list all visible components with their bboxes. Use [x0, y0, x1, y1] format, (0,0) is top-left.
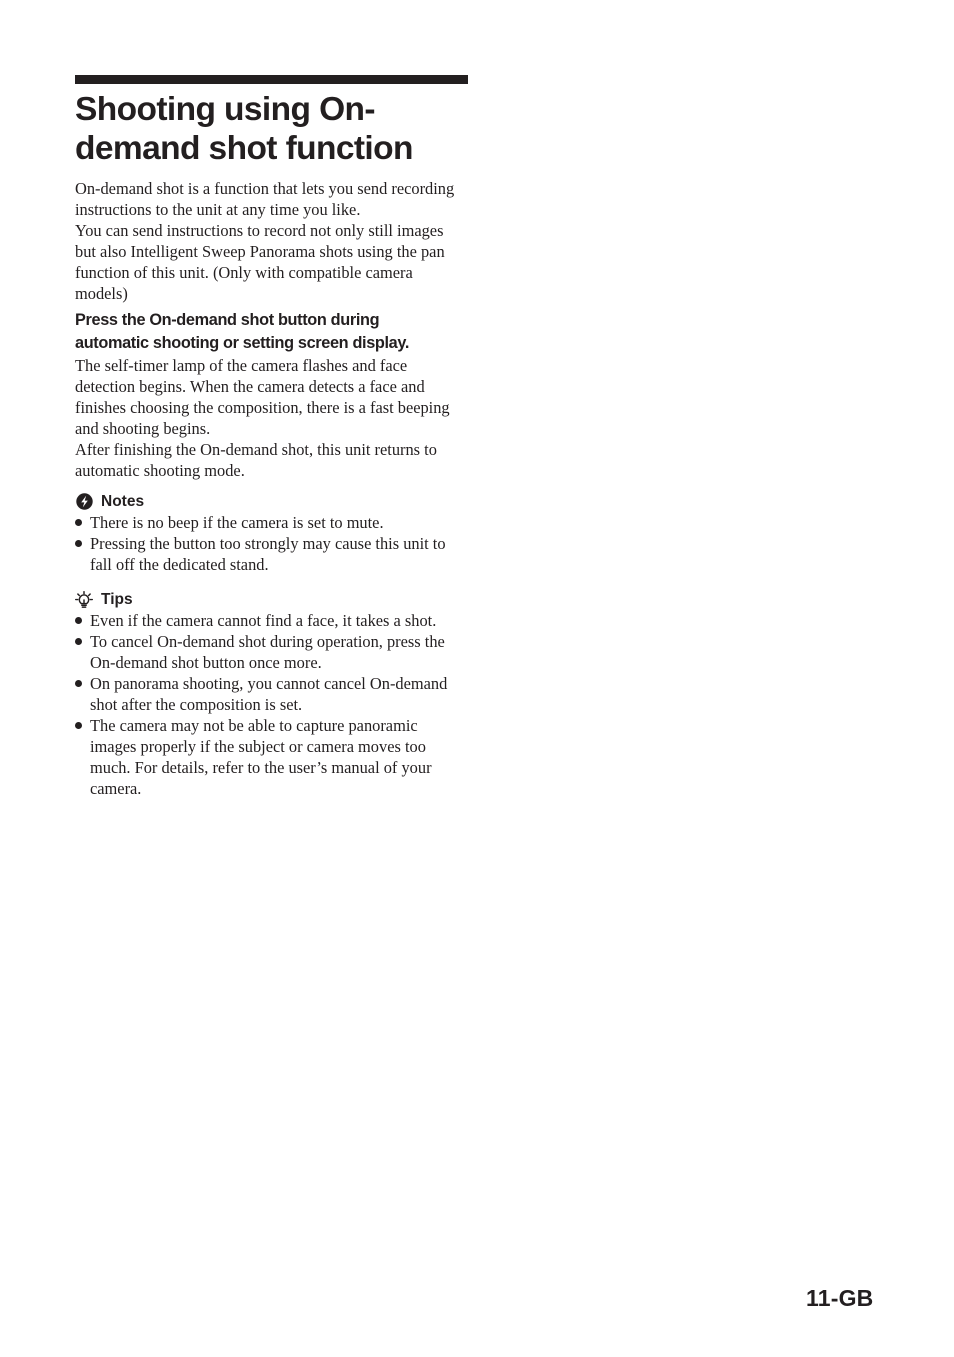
tips-heading — [75, 589, 468, 610]
bullet-icon — [75, 638, 82, 645]
main-column — [75, 75, 468, 799]
bullet-icon — [75, 617, 82, 624]
list-item — [75, 610, 468, 631]
list-item — [75, 631, 468, 673]
step-heading — [75, 309, 468, 355]
tips-label: Tips — [101, 591, 133, 608]
page-title — [75, 90, 468, 168]
tip-text: On panorama shooting, you cannot cancel On-demand shot after the composition is set. — [90, 674, 448, 714]
tip-text: The camera may not be able to capture panoramic images properly if the subject or camera moves too much. For details, refer to the user’s manual of your camera. — [90, 716, 432, 798]
list-item — [75, 673, 468, 715]
bullet-icon — [75, 680, 82, 687]
notes-label: Notes — [101, 493, 145, 510]
note-text: There is no beep if the camera is set to mute. — [90, 513, 384, 532]
step-paragraph-2: After finishing the On-demand shot, this unit returns to automatic shooting mode. — [75, 440, 437, 480]
heading-rule — [75, 75, 468, 84]
notes-warning-icon — [75, 493, 93, 511]
step-heading-line-2: automatic shooting or setting screen display. — [75, 334, 410, 352]
tips-list — [75, 610, 468, 799]
notes-heading — [75, 491, 468, 512]
page-number: 11-GB — [806, 1285, 874, 1311]
intro-paragraph-1: On-demand shot is a function that lets you send recording instructions to the unit at any time you like. — [75, 179, 455, 219]
bullet-icon — [75, 722, 82, 729]
lightbulb-icon — [75, 591, 93, 609]
notes-list — [75, 512, 468, 575]
step-paragraph-1: The self-timer lamp of the camera flashes and face detection begins. When the camera detects a face and finishes choosing the composition, there is a fast beeping and shooting begins. — [75, 356, 450, 438]
bullet-icon — [75, 519, 82, 526]
tip-text: Even if the camera cannot find a face, it takes a shot. — [90, 611, 437, 630]
step-heading-line-1: Press the On-demand shot button during — [75, 311, 380, 329]
page-title-line-1: Shooting using On- — [75, 91, 375, 128]
page-title-line-2: demand shot function — [75, 130, 413, 167]
list-item — [75, 533, 468, 575]
intro-section — [75, 178, 468, 304]
step-description — [75, 355, 468, 481]
tip-text: To cancel On-demand shot during operation, press the On-demand shot button once more. — [90, 632, 445, 672]
intro-paragraph-2: You can send instructions to record not only still images but also Intelligent Sweep Panorama shots using the pan function of this unit. (Only with compatible camera models) — [75, 221, 445, 303]
list-item — [75, 715, 468, 799]
list-item — [75, 512, 468, 533]
bullet-icon — [75, 540, 82, 547]
note-text: Pressing the button too strongly may cause this unit to fall off the dedicated stand. — [90, 534, 446, 574]
